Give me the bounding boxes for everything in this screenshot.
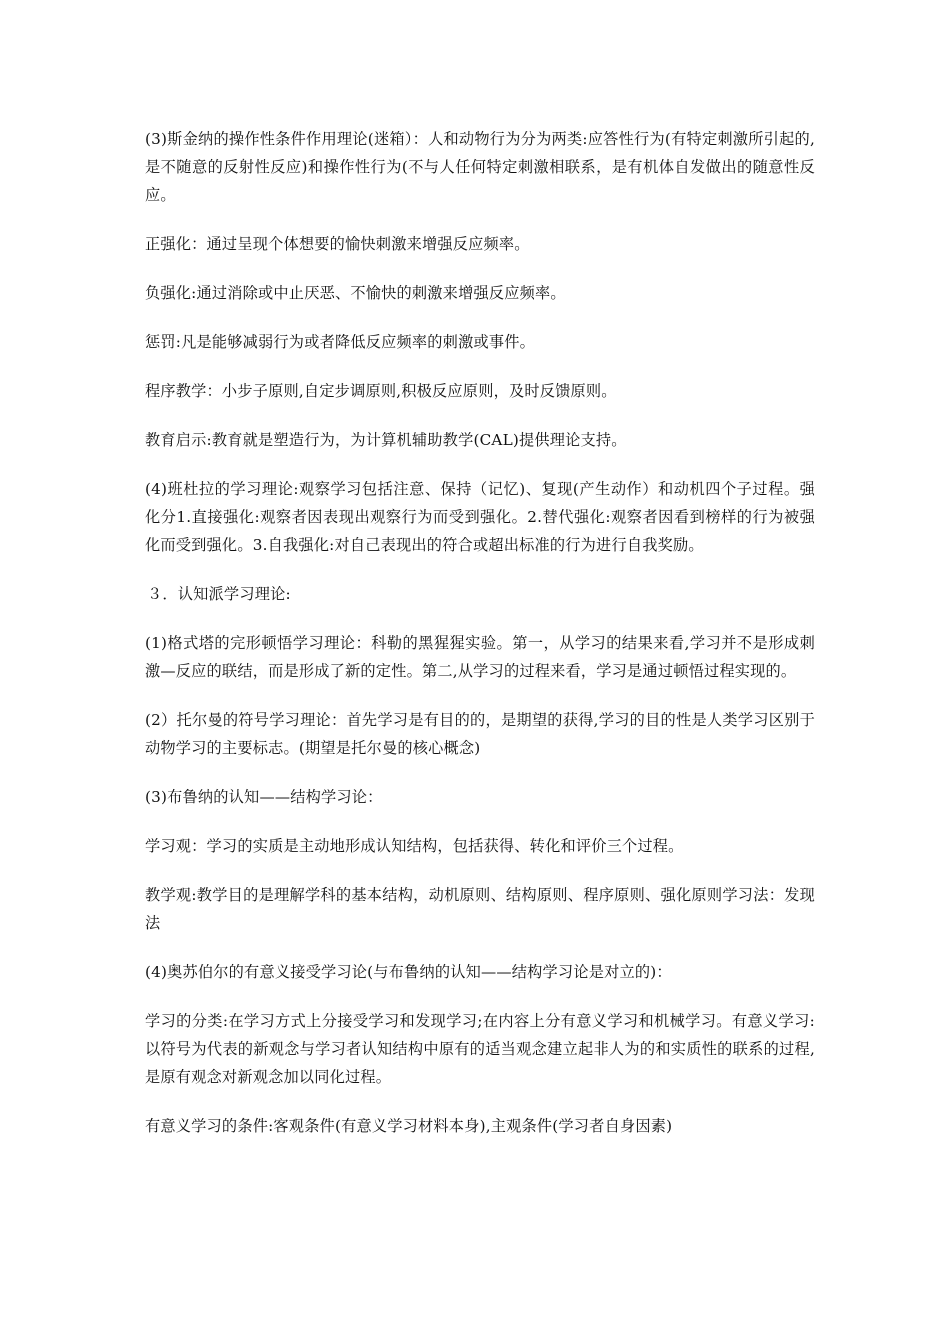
- paragraph-meaningful-learning-conditions: 有意义学习的条件:客观条件(有意义学习材料本身),主观条件(学习者自身因素): [145, 1117, 673, 1135]
- paragraph-positive-reinforcement: 正强化：通过呈现个体想要的愉快刺激来增强反应频率。: [145, 235, 530, 253]
- paragraph-gestalt-theory: (1)格式塔的完形顿悟学习理论：科勒的黑猩猩实验。第一，从学习的结果来看,学习并不是形成刺激—反应的联结，而是形成了新的定性。第二,从学习的过程来看，学习是通过顿悟过程实现的。: [145, 634, 815, 680]
- paragraph-learning-view: 学习观：学习的实质是主动地形成认知结构，包括获得、转化和评价三个过程。: [145, 837, 684, 855]
- paragraph-programmed-instruction: 程序教学：小步子原则,自定步调原则,积极反应原则，及时反馈原则。: [145, 382, 617, 400]
- paragraph-ausubel-heading: (4)奥苏伯尔的有意义接受学习论(与布鲁纳的认知——结构学习论是对立的)：: [145, 963, 672, 981]
- section-heading-cognitive: ３．认知派学习理论:: [147, 585, 291, 603]
- paragraph-bruner-heading: (3)布鲁纳的认知——结构学习论：: [145, 788, 383, 806]
- paragraph-tolman-theory: (2）托尔曼的符号学习理论：首先学习是有目的的，是期望的获得,学习的目的性是人类学习区别于动物学习的主要标志。(期望是托尔曼的核心概念): [145, 711, 815, 757]
- paragraph-educational-implication: 教育启示:教育就是塑造行为，为计算机辅助教学(CAL)提供理论支持。: [145, 431, 627, 449]
- paragraph-teaching-view: 教学观:教学目的是理解学科的基本结构，动机原则、结构原则、程序原则、强化原则学习法：发现法: [145, 886, 815, 932]
- paragraph-punishment: 惩罚:凡是能够减弱行为或者降低反应频率的刺激或事件。: [145, 333, 536, 351]
- document-page: [145, 125, 815, 1161]
- paragraph-bandura-theory: (4)班杜拉的学习理论:观察学习包括注意、保持（记忆)、复现(产生动作）和动机四个子过程。强化分1.直接强化:观察者因表现出观察行为而受到强化。2.替代强化:观察者因看到榜样的行为被强化而受到强化。3.自我强化:对自己表现出的符合或超出标准的行为进行自我奖励。: [145, 480, 815, 554]
- paragraph-negative-reinforcement: 负强化:通过消除或中止厌恶、不愉快的刺激来增强反应频率。: [145, 284, 566, 302]
- paragraph-learning-classification: 学习的分类:在学习方式上分接受学习和发现学习;在内容上分有意义学习和机械学习。有意义学习:以符号为代表的新观念与学习者认知结构中原有的适当观念建立起非人为的和实质性的联系的过程,是原有观念对新观念加以同化过程。: [145, 1012, 815, 1086]
- paragraph-skinner-theory: (3)斯金纳的操作性条件作用理论(迷箱）：人和动物行为分为两类:应答性行为(有特定刺激所引起的,是不随意的反射性反应)和操作性行为(不与人任何特定刺激相联系，是有机体自发做出的随意性反应。: [145, 130, 815, 204]
